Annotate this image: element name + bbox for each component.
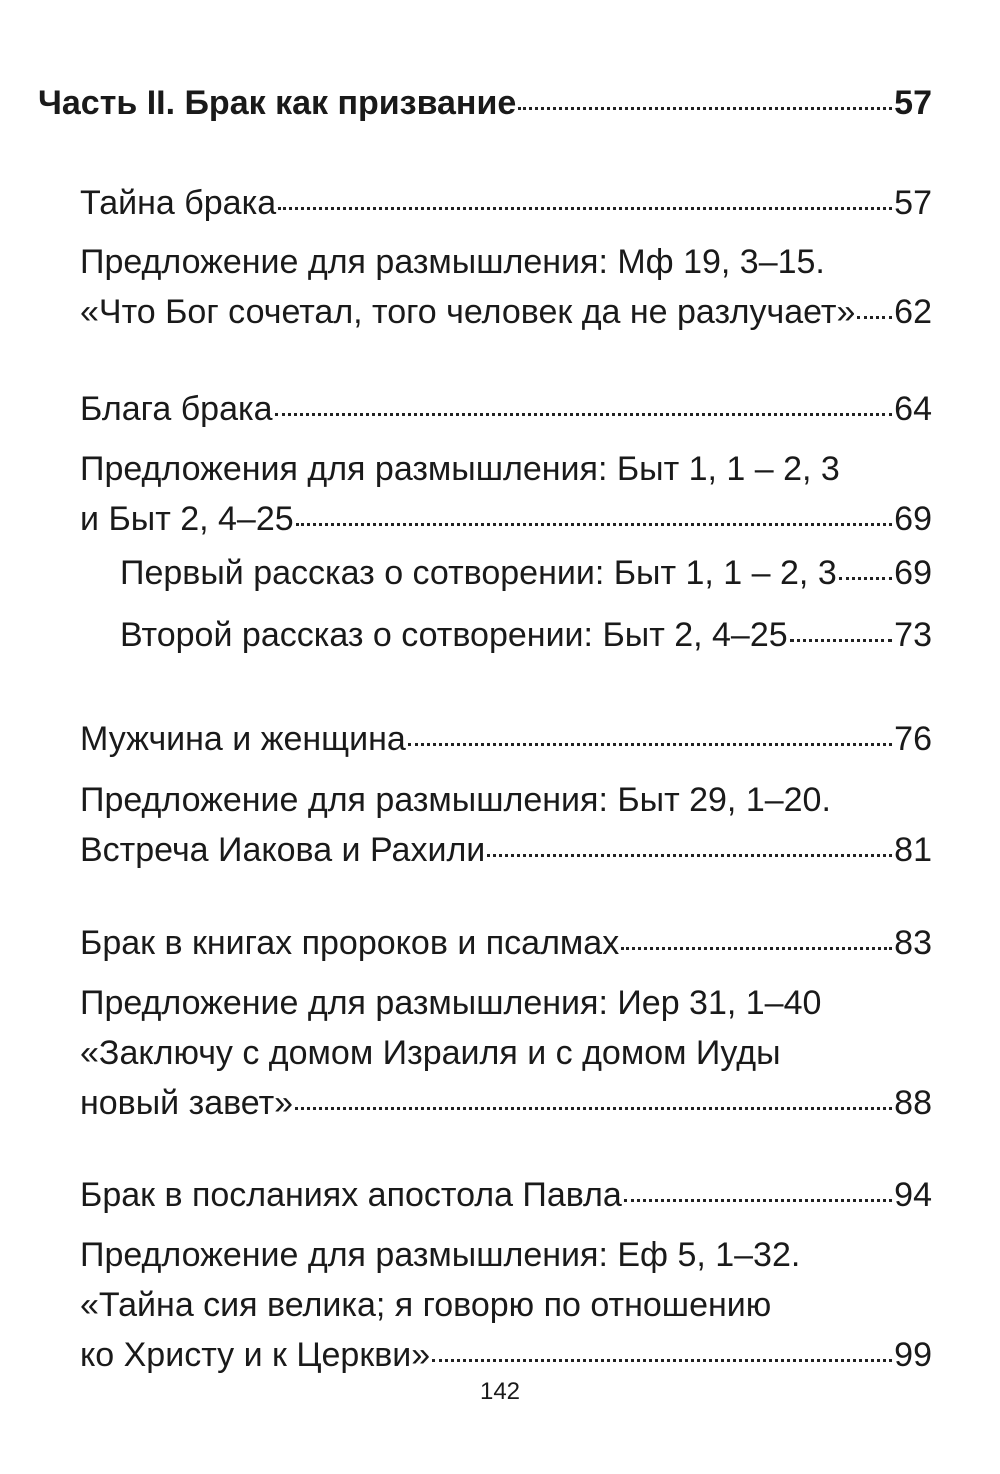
- toc-entry-title: Встреча Иакова и Рахили: [80, 831, 486, 869]
- toc-entry-title: Блага брака: [80, 390, 273, 428]
- toc-entry: [80, 918, 932, 968]
- toc-entry-line: «Заключу с домом Израиля и с домом Иуды: [80, 1034, 781, 1072]
- dot-leader: [518, 107, 892, 110]
- toc-entry-line: Предложение для размышления: Иер 31, 1–40: [80, 984, 822, 1022]
- toc-entry-title: Второй рассказ о сотворении: Быт 2, 4–25: [120, 616, 788, 654]
- toc-page-number: 94: [894, 1176, 932, 1214]
- toc-entry: [80, 714, 932, 764]
- toc-entry: [80, 178, 932, 228]
- toc-entry-title: новый завет»: [80, 1084, 294, 1122]
- toc-entry: [80, 1170, 932, 1220]
- toc-page-number: 81: [894, 831, 932, 869]
- toc-page-number: 76: [894, 720, 932, 758]
- toc-page-number: 99: [894, 1336, 932, 1374]
- dot-leader: [487, 854, 892, 857]
- dot-leader: [857, 316, 892, 319]
- toc-entry-title: ко Христу и к Церкви»: [80, 1336, 431, 1374]
- toc-entry-line: Предложение для размышления: Быт 29, 1–20.: [80, 781, 831, 819]
- dot-leader: [275, 413, 893, 416]
- toc-entry-title: Брак в книгах пророков и псалмах: [80, 924, 620, 962]
- toc-page-number: 88: [894, 1084, 932, 1122]
- toc-entry-line: Предложения для размышления: Быт 1, 1 – 2, 3: [80, 450, 840, 488]
- toc-subentry: [120, 548, 932, 598]
- toc-entry-line: Предложение для размышления: Еф 5, 1–32.: [80, 1236, 801, 1274]
- dot-leader: [432, 1359, 892, 1362]
- toc-page-number: 83: [894, 924, 932, 962]
- toc-page-number: 73: [894, 616, 932, 654]
- toc-entry: [80, 775, 932, 875]
- toc-page-number: 64: [894, 390, 932, 428]
- toc-part-heading: [38, 78, 932, 128]
- toc-page-number: 69: [894, 500, 932, 538]
- toc-entry: [80, 1230, 932, 1380]
- dot-leader: [621, 947, 892, 950]
- toc-page-number: 62: [894, 293, 932, 331]
- dot-leader: [408, 743, 892, 746]
- dot-leader: [296, 523, 893, 526]
- toc-entry: [80, 384, 932, 434]
- toc-subentry: [120, 610, 932, 660]
- toc-entry-title: Часть II. Брак как призвание: [38, 84, 517, 122]
- dot-leader: [624, 1199, 892, 1202]
- page-number: 142: [479, 1378, 521, 1405]
- toc-page-number: 69: [894, 554, 932, 592]
- toc-entry-title: Брак в посланиях апостола Павла: [80, 1176, 622, 1214]
- toc-entry-title: Тайна брака: [80, 184, 277, 222]
- toc-entry-title: Мужчина и женщина: [80, 720, 406, 758]
- toc-page-number: 57: [894, 84, 932, 122]
- toc-entry-title: Первый рассказ о сотворении: Быт 1, 1 – 2, 3: [120, 554, 837, 592]
- toc-entry-line: «Тайна сия велика; я говорю по отношению: [80, 1286, 772, 1324]
- dot-leader: [839, 577, 892, 580]
- toc-entry-title: «Что Бог сочетал, того человек да не разлучает»: [80, 293, 856, 331]
- dot-leader: [295, 1107, 892, 1110]
- toc-entry: [80, 978, 932, 1128]
- toc-entry: [80, 237, 932, 337]
- toc-entry-title: и Быт 2, 4–25: [80, 500, 294, 538]
- toc-page-number: 57: [894, 184, 932, 222]
- toc-entry: [80, 444, 932, 544]
- dot-leader: [278, 207, 892, 210]
- toc-entry-line: Предложение для размышления: Мф 19, 3–15.: [80, 243, 825, 281]
- dot-leader: [790, 639, 893, 642]
